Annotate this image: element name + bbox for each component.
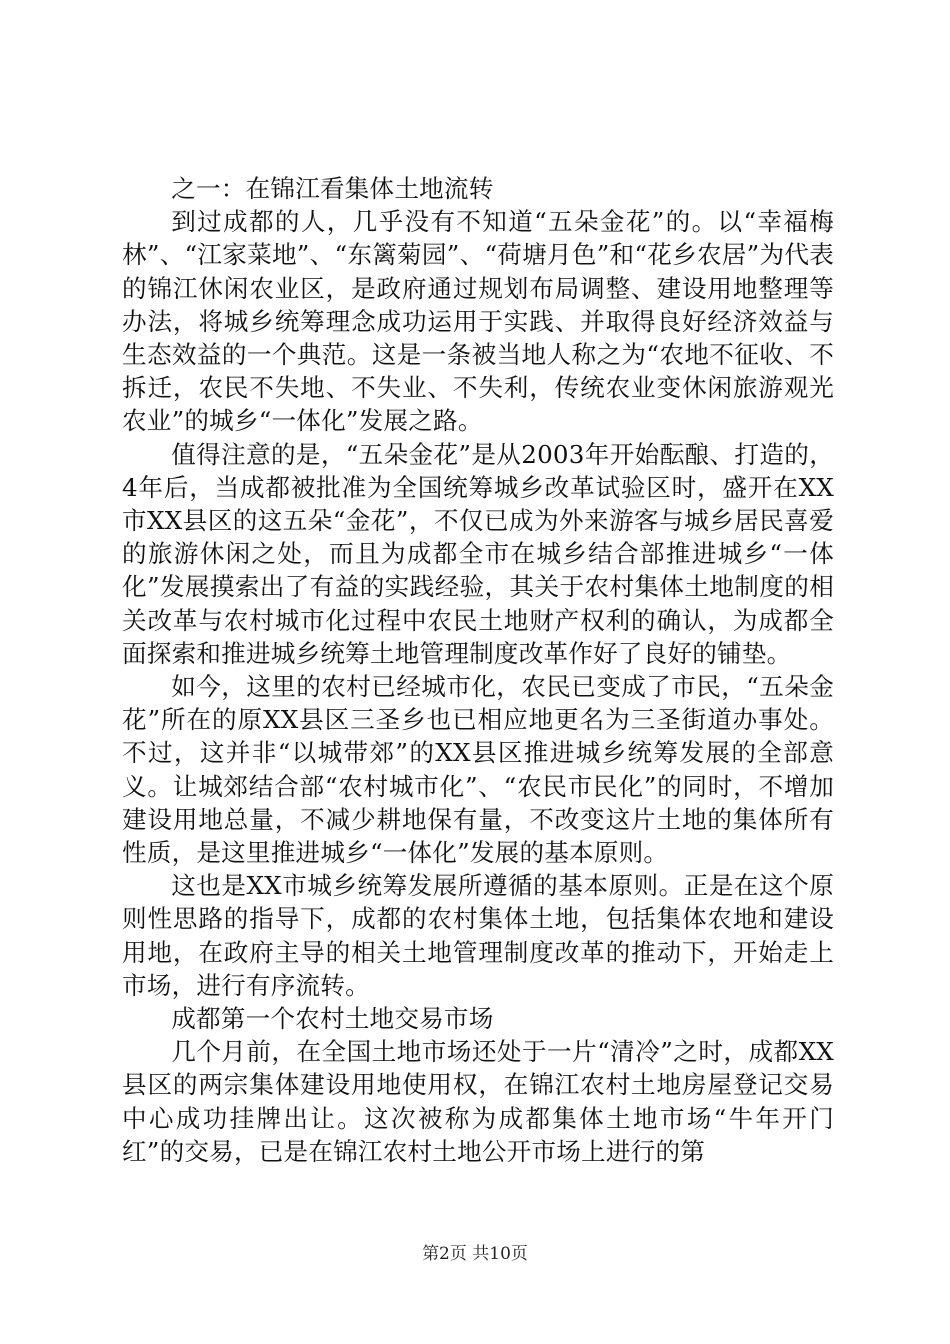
subheading: 成都第一个农村土地交易市场	[171, 1004, 494, 1034]
paragraph: 值得注意的是，“五朵金花”是从2003年开始酝酿、打造的，4年后，当成都被批准为全国统筹城乡改革试验区时，盛开在XX市XX县区的这五朵“金花”，不仅已成为外来游客与城乡居民喜爱的旅游休闲之处，而且为成都全市在城乡结合部推进城乡“一体化”发展摸索出了有益的实践经验，其关于农村集体土地制度的相关改革与农村城市化过程中农民土地财产权利的确认，为成都全面探索和推进城乡统筹土地管理制度改革作好了良好的铺垫。	[122, 439, 834, 668]
paragraph: 如今，这里的农村已经城市化，农民已变成了市民，“五朵金花”所在的原XX县区三圣乡也已相应地更名为三圣街道办事处。不过，这并非“以城带郊”的XX县区推进城乡统筹发展的全部意义。让城郊结合部“农村城市化”、“农民市民化”的同时，不增加建设用地总量，不减少耕地保有量，不改变这片土地的集体所有性质，是这里推进城乡“一体化”发展的基本原则。	[122, 672, 834, 868]
paragraph: 到过成都的人，几乎没有不知道“五朵金花”的。以“幸福梅林”、“江家菜地”、“东篱菊园”、“荷塘月色”和“花乡农居”为代表的锦江休闲农业区，是政府通过规划布局调整、建设用地整理等办法，将城乡统筹理念成功运用于实践、并取得良好经济效益与生态效益的一个典范。这是一条被当地人称之为“农地不征收、不拆迁，农民不失地、不失业、不失利，传统农业变休闲旅游观光农业”的城乡“一体化”发展之路。	[122, 207, 834, 436]
document-body	[122, 172, 834, 1168]
page-number-footer: 第2页 共10页	[422, 1244, 528, 1264]
section-title: 之一：在锦江看集体土地流转	[171, 174, 494, 203]
paragraph: 几个月前，在全国土地市场还处于一片“清冷”之时，成都XX县区的两宗集体建设用地使用权，在锦江农村土地房屋登记交易中心成功挂牌出让。这次被称为成都集体土地市场“牛年开门红”的交易，已是在锦江农村土地公开市场上进行的第	[122, 1037, 834, 1166]
paragraph: 这也是XX市城乡统筹发展所遵循的基本原则。正是在这个原则性思路的指导下，成都的农村集体土地，包括集体农地和建设用地，在政府主导的相关土地管理制度改革的推动下，开始走上市场，进行有序流转。	[122, 871, 834, 1000]
